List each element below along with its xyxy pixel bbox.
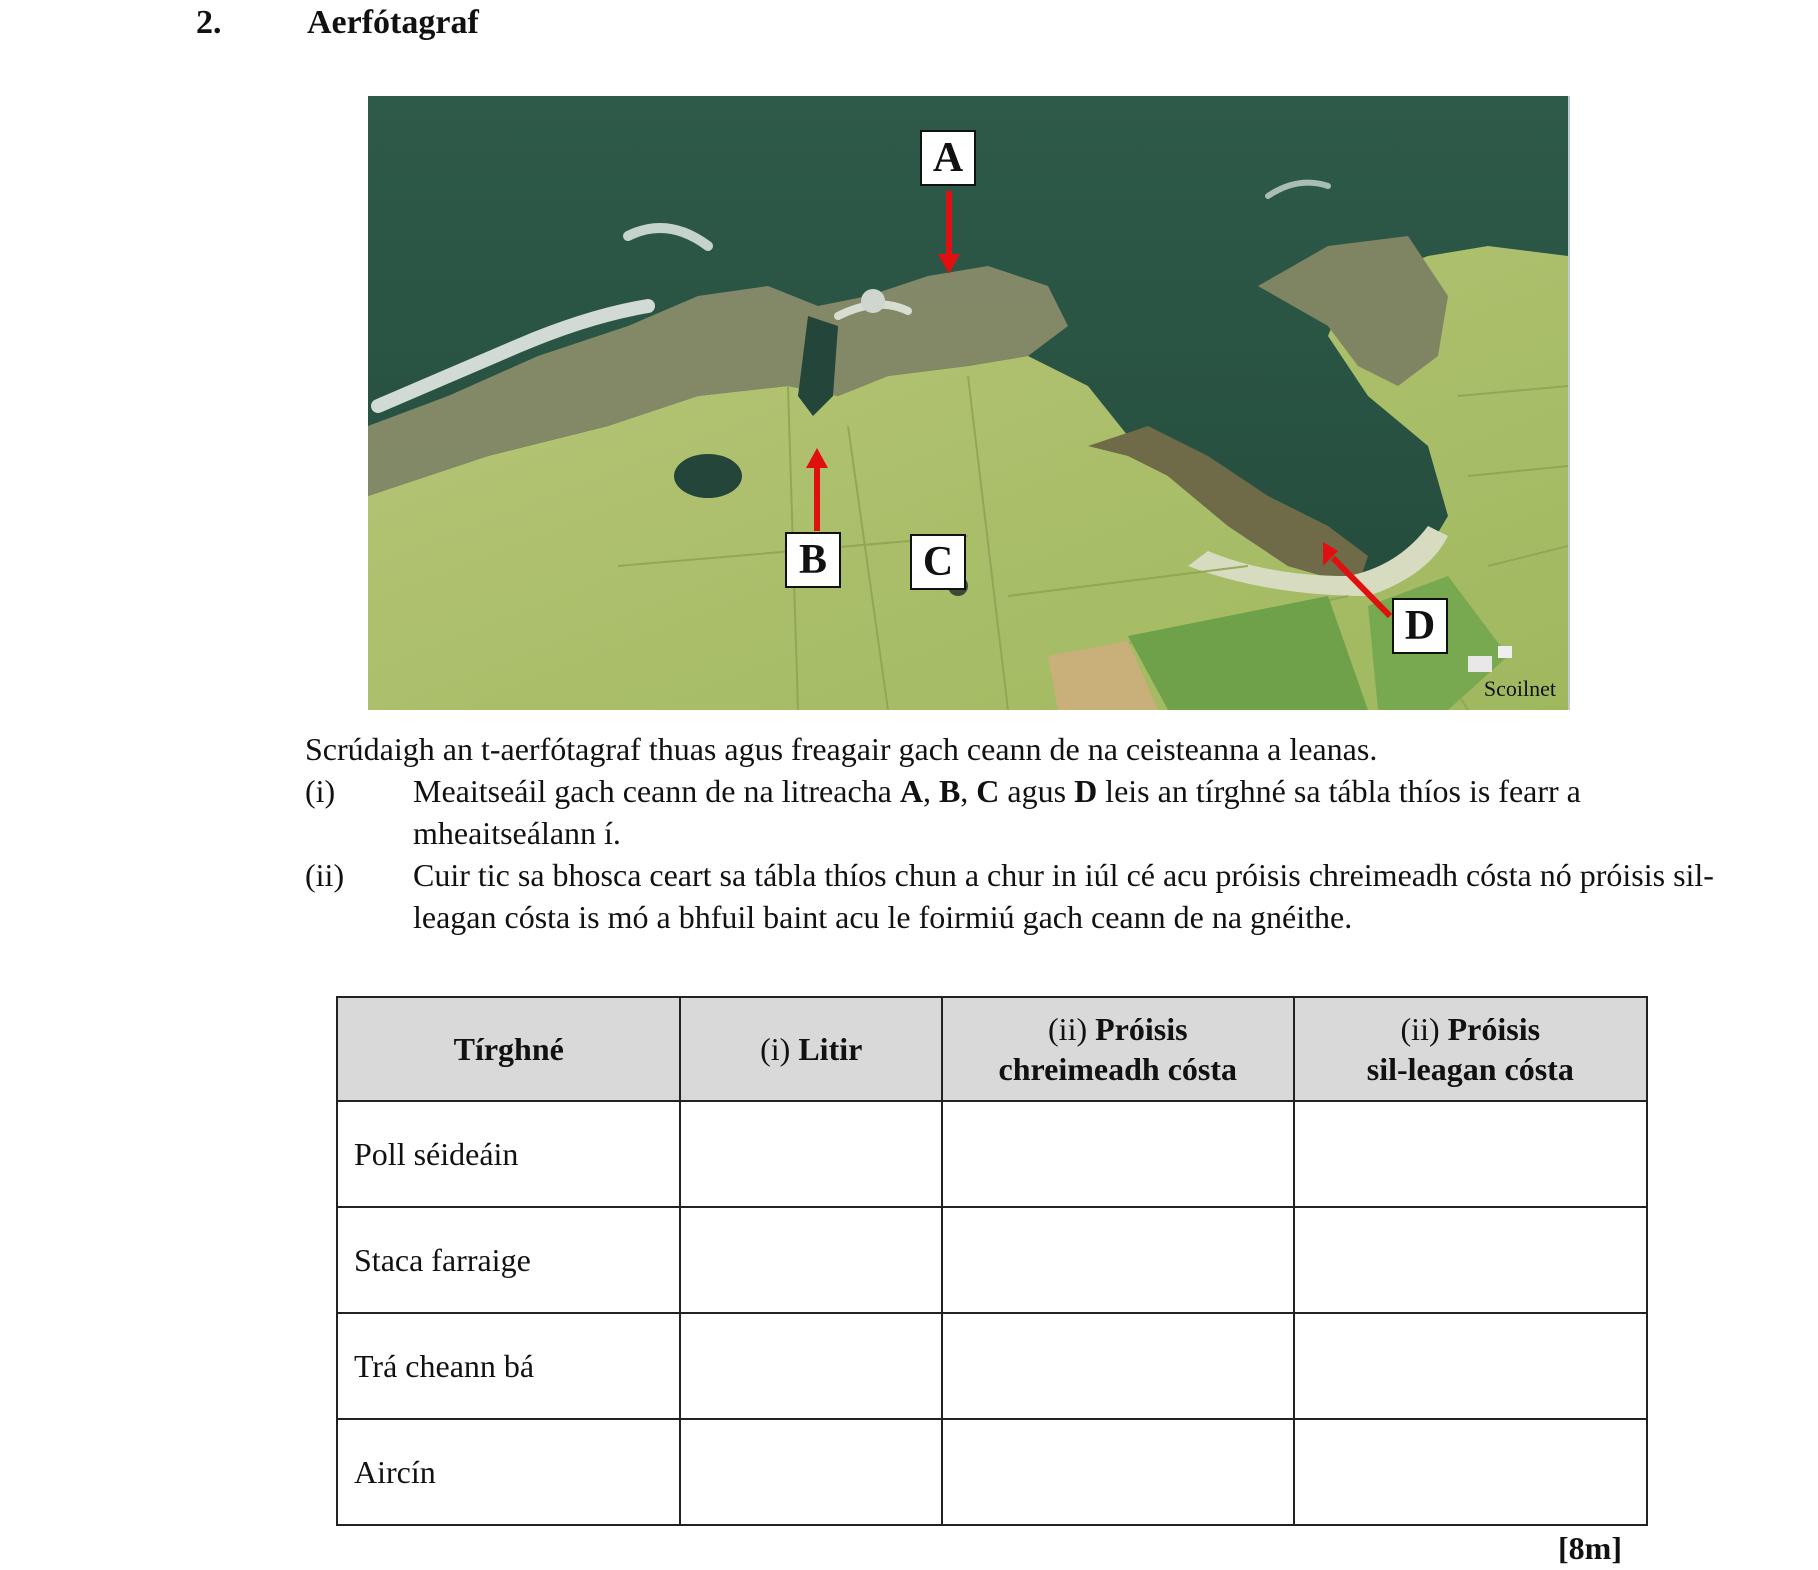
- letter-d: D: [1074, 773, 1098, 809]
- table-row: [337, 1419, 1647, 1525]
- part-i-post: leis an tírghné sa tábla thíos is fearr a mheaitseálann í.: [413, 773, 1581, 851]
- part-i-pre: Meaitseáil gach ceann de na litreacha: [413, 773, 900, 809]
- feature-cell: Trá cheann bá: [337, 1313, 680, 1419]
- letter-answer-cell[interactable]: [680, 1101, 942, 1207]
- letter-answer-cell[interactable]: [680, 1419, 942, 1525]
- sea-stack: [861, 289, 885, 313]
- deposition-tick-cell[interactable]: [1294, 1101, 1647, 1207]
- part-ii-number: (ii): [305, 857, 345, 893]
- header-chreimeadh: (ii) Próisis chreimeadh cósta: [942, 997, 1294, 1101]
- label-b: B: [785, 532, 841, 588]
- erosion-tick-cell[interactable]: [942, 1313, 1294, 1419]
- building: [1498, 646, 1512, 658]
- erosion-tick-cell[interactable]: [942, 1101, 1294, 1207]
- aerial-photo-drawing: [368, 96, 1568, 710]
- letter-a: A: [899, 773, 923, 809]
- erosion-tick-cell[interactable]: [942, 1419, 1294, 1525]
- table-header-row: [337, 997, 1647, 1101]
- deposition-tick-cell[interactable]: [1294, 1313, 1647, 1419]
- table-row: [337, 1313, 1647, 1419]
- letter-c: C: [976, 773, 1000, 809]
- sep-1: ,: [922, 773, 939, 809]
- pool: [674, 454, 742, 498]
- aerial-photo: [368, 96, 1570, 710]
- letter-answer-cell[interactable]: [680, 1207, 942, 1313]
- question-number: 2.: [196, 4, 222, 41]
- part-i-text: [413, 770, 1743, 854]
- feature-cell: Aircín: [337, 1419, 680, 1525]
- photo-credit: Scoilnet: [1483, 676, 1556, 701]
- sep-3: agus: [999, 773, 1075, 809]
- label-c: C: [910, 534, 966, 590]
- answer-table: [336, 996, 1648, 1526]
- header-litir: (i) Litir: [680, 997, 942, 1101]
- label-a: A: [920, 130, 976, 186]
- feature-cell: Poll séideáin: [337, 1101, 680, 1207]
- sep-2: ,: [960, 773, 977, 809]
- deposition-tick-cell[interactable]: [1294, 1207, 1647, 1313]
- letter-answer-cell[interactable]: [680, 1313, 942, 1419]
- header-sil-leagan: (ii) Próisis sil-leagan cósta: [1294, 997, 1647, 1101]
- deposition-tick-cell[interactable]: [1294, 1419, 1647, 1525]
- label-d: D: [1392, 598, 1448, 654]
- erosion-tick-cell[interactable]: [942, 1207, 1294, 1313]
- part-i-number: (i): [305, 773, 336, 809]
- feature-cell: Staca farraige: [337, 1207, 680, 1313]
- question-title: Aerfótagraf: [307, 4, 479, 41]
- letter-b: B: [938, 773, 961, 809]
- part-ii-text: Cuir tic sa bhosca ceart sa tábla thíos chun a chur in iúl cé acu próisis chreimeadh cósta nó próisis sil-leagan cósta is mó a bhfuil baint acu le foirmiú gach ceann de na gnéithe.: [413, 857, 1714, 935]
- header-tirghne: Tírghné: [337, 997, 680, 1101]
- building: [1468, 656, 1492, 672]
- instructions-intro: Scrúdaigh an t-aerfótagraf thuas agus freagair gach ceann de na ceisteanna a leanas.: [305, 731, 1378, 767]
- table-row: [337, 1101, 1647, 1207]
- table-row: [337, 1207, 1647, 1313]
- marks-total: [8m]: [1558, 1530, 1622, 1566]
